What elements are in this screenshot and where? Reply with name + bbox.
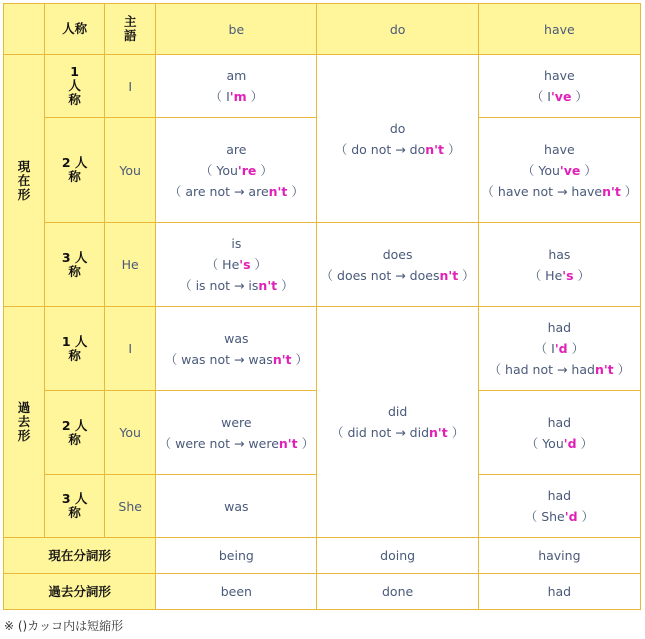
- present-participle-label: 現在分詞形: [4, 538, 156, 574]
- conjugation-table: [3, 3, 641, 610]
- subject-cell: He: [105, 223, 156, 307]
- present-participle-do: doing: [317, 538, 478, 574]
- past-participle-row: [4, 574, 641, 610]
- subject-cell: You: [105, 118, 156, 223]
- past-have-third: had （ She'd ）: [478, 475, 640, 538]
- person-third: 3 人 称: [45, 223, 105, 307]
- past-be-first: was （ was not → wasn't ）: [156, 307, 317, 391]
- present-participle-row: [4, 538, 641, 574]
- header-row: [4, 4, 641, 55]
- header-do: do: [317, 4, 478, 55]
- group-past: 過 去 形: [4, 307, 45, 538]
- footnote: ※ ()カッコ内は短縮形: [4, 619, 124, 633]
- present-be-second: are （ You're ） （ are not → aren't ）: [156, 118, 317, 223]
- past-participle-label: 過去分詞形: [4, 574, 156, 610]
- person-first: 1 人 称: [45, 55, 105, 118]
- past-first-row: [4, 307, 641, 391]
- subject-cell: I: [105, 307, 156, 391]
- group-present: 現 在 形: [4, 55, 45, 307]
- present-have-second: have （ You've ） （ have not → haven't ）: [478, 118, 640, 223]
- past-be-second: were （ were not → weren't ）: [156, 391, 317, 475]
- header-be: be: [156, 4, 317, 55]
- present-be-third: is （ He's ） （ is not → isn't ）: [156, 223, 317, 307]
- past-have-first: had （ I'd ） （ had not → hadn't ）: [478, 307, 640, 391]
- present-participle-have: having: [478, 538, 640, 574]
- present-be-first: am （ I'm ）: [156, 55, 317, 118]
- header-have: have: [478, 4, 640, 55]
- past-participle-have: had: [478, 574, 640, 610]
- header-subject: 主 語: [105, 4, 156, 55]
- present-have-third: has （ He's ）: [478, 223, 640, 307]
- person-third: 3 人 称: [45, 475, 105, 538]
- present-have-first: have （ I've ）: [478, 55, 640, 118]
- present-do-first-second: do （ do not → don't ）: [317, 55, 478, 223]
- present-third-row: [4, 223, 641, 307]
- person-second: 2 人 称: [45, 118, 105, 223]
- past-participle-be: been: [156, 574, 317, 610]
- present-first-row: [4, 55, 641, 118]
- present-do-third: does （ does not → doesn't ）: [317, 223, 478, 307]
- past-participle-do: done: [317, 574, 478, 610]
- person-first: 1 人 称: [45, 307, 105, 391]
- header-person: 人称: [45, 4, 105, 55]
- past-do-all: did （ did not → didn't ）: [317, 307, 478, 538]
- subject-cell: You: [105, 391, 156, 475]
- past-be-third: was: [156, 475, 317, 538]
- header-blank: [4, 4, 45, 55]
- past-have-second: had （ You'd ）: [478, 391, 640, 475]
- subject-cell: I: [105, 55, 156, 118]
- conjugation-table-wrapper: [3, 3, 641, 610]
- present-participle-be: being: [156, 538, 317, 574]
- person-second: 2 人 称: [45, 391, 105, 475]
- subject-cell: She: [105, 475, 156, 538]
